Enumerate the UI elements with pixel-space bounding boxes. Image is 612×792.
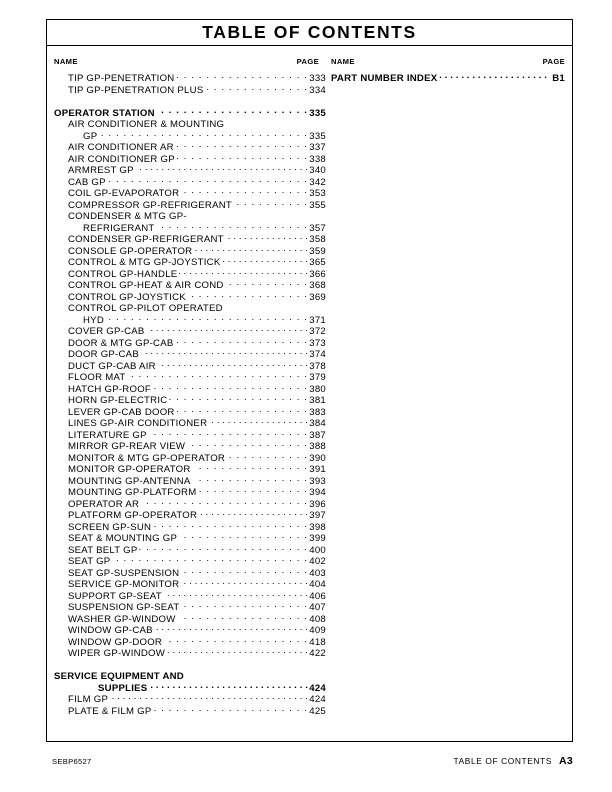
toc-entry[interactable] [54,521,326,533]
toc-entry[interactable] [54,544,326,556]
toc-entry[interactable] [54,670,326,682]
toc-dot-leader [139,544,308,553]
toc-entry-page: 342 [309,176,326,188]
toc-entry[interactable] [54,187,326,199]
toc-dot-leader [136,164,308,173]
toc-dot-leader [188,291,308,300]
toc-entry[interactable] [54,118,326,130]
toc-entry[interactable] [54,498,326,510]
toc-spacer [54,659,326,671]
toc-dot-leader [199,509,308,518]
toc-entry-page: 396 [309,498,326,510]
toc-entry-label: SEAT GP-SUSPENSION [68,567,180,579]
toc-entry[interactable] [54,590,326,602]
toc-entry-label: COMPRESSOR GP-REFRIGERANT [68,199,233,211]
toc-entry[interactable] [54,256,326,268]
toc-dot-leader [110,693,308,702]
toc-entry-page: 400 [309,544,326,556]
toc-entry-page: 390 [309,452,326,464]
toc-entry[interactable] [54,578,326,590]
toc-entry-label: CONDENSER & MTG GP- [68,211,187,222]
toc-entry-label: SEAT & MOUNTING GP [68,533,178,544]
toc-entry-label: SEAT BELT GP [68,544,138,556]
toc-entry[interactable] [54,452,326,464]
column-header-name-left: NAME [54,57,78,66]
toc-entry-page: 335 [309,130,326,142]
toc-dot-leader [181,187,308,196]
toc-entry-label: SUPPLIES [98,682,148,694]
footer-publication-number: SEBP6527 [52,757,92,766]
toc-dot-leader [108,176,308,185]
toc-entry-page: 359 [309,245,326,257]
toc-entry[interactable] [331,72,565,84]
toc-entry-page: 380 [309,383,326,395]
toc-entry[interactable] [54,440,326,452]
toc-entry-label: MOUNTING GP-ANTENNA [68,475,191,487]
footer-page-number: A3 [558,755,573,767]
toc-dot-leader [226,233,308,242]
toc-entry-page: 338 [309,153,326,165]
toc-entry-label: CONTROL GP-PILOT OPERATED [68,303,223,314]
toc-entry[interactable] [54,613,326,625]
toc-entry-page: B1 [552,73,565,84]
toc-entry[interactable] [54,555,326,567]
toc-entry[interactable] [54,291,326,303]
toc-entry-label: CONDENSER GP-REFRIGERANT [68,234,224,245]
toc-entry-page: 335 [309,107,326,119]
toc-entry-label: LEVER GP-CAB DOOR [68,406,175,418]
toc-entry[interactable] [54,153,326,165]
toc-dot-leader [227,452,308,461]
toc-entry-page: 397 [309,510,326,521]
toc-dot-leader [234,199,308,208]
toc-content-frame [46,46,573,742]
toc-entry-label: COIL GP-EVAPORATOR [68,188,180,199]
toc-entry[interactable] [54,302,326,314]
toc-entry-label: WASHER GP-WINDOW [68,613,176,625]
toc-entry[interactable] [54,463,326,475]
toc-dot-leader [157,107,308,116]
toc-entry-page: 394 [309,487,326,498]
toc-entry-page: 408 [309,613,326,625]
toc-entry[interactable] [54,406,326,418]
toc-entry-page: 365 [309,257,326,268]
toc-dot-leader [198,486,308,495]
toc-entry-page: 366 [309,268,326,280]
toc-entry-label: DOOR & MTG GP-CAB [68,337,174,349]
toc-entry-label: SUSPENSION GP-SEAT [68,602,180,613]
toc-dot-leader [176,141,308,150]
toc-dot-leader [187,440,308,449]
toc-dot-leader [222,256,308,265]
toc-dot-leader [164,636,308,645]
toc-entry[interactable] [54,636,326,648]
toc-entry-label: MONITOR & MTG GP-OPERATOR [68,452,226,464]
toc-dot-leader [164,590,308,599]
toc-dot-leader [167,647,308,656]
toc-dot-leader [225,302,308,311]
toc-entry-page: 379 [309,372,326,383]
toc-entry-label: GP [83,130,98,142]
toc-dot-leader [179,532,308,541]
toc-dot-leader [209,417,308,426]
toc-entry-label: SCREEN GP-SUN [68,521,152,533]
toc-entry-label: LINES GP-AIR CONDITIONER [68,418,208,429]
toc-entry[interactable] [54,394,326,406]
toc-entry-page: 418 [309,636,326,648]
toc-entry[interactable] [54,72,326,84]
toc-entry[interactable] [54,705,326,717]
toc-dot-leader [181,601,308,610]
page-title: TABLE OF CONTENTS [202,21,417,42]
toc-spacer [54,95,326,107]
toc-entry-label: FLOOR MAT [68,372,126,383]
toc-entry[interactable] [54,279,326,291]
toc-entry-label: AIR CONDITIONER AR [68,142,174,153]
toc-column-right [331,72,565,84]
toc-entry-page: 353 [309,188,326,199]
toc-entry-page: 333 [309,73,326,84]
toc-entry-label: CONTROL & MTG GP-JOYSTICK [68,257,221,268]
toc-dot-leader [186,670,308,679]
title-box [46,19,573,46]
toc-entry-label: CONTROL GP-HANDLE [68,268,178,280]
toc-entry[interactable] [54,486,326,498]
toc-entry-label: OPERATOR STATION [54,107,155,119]
toc-entry-page: 391 [309,464,326,475]
toc-entry-page: 388 [309,441,326,452]
toc-entry[interactable] [54,325,326,337]
toc-entry[interactable] [54,475,326,487]
toc-dot-leader [169,394,308,403]
toc-dot-leader [141,348,308,357]
toc-dot-leader [157,222,308,231]
toc-dot-leader [149,682,308,691]
toc-entry[interactable] [54,693,326,705]
toc-entry[interactable] [54,601,326,613]
toc-entry-label: SUPPORT GP-SEAT [68,590,162,602]
toc-entry-label: CONSOLE GP-OPERATOR [68,245,193,257]
toc-entry-label: ARMREST GP [68,165,134,176]
column-header-page-left: PAGE [296,57,319,66]
toc-entry-page: 407 [309,602,326,613]
toc-entry-page: 358 [309,234,326,245]
toc-entry-page: 403 [309,567,326,579]
toc-entry-page: 387 [309,429,326,441]
toc-dot-leader [226,279,308,288]
toc-entry-page: 393 [309,475,326,487]
toc-dot-leader [177,153,308,162]
toc-entry-label: AIR CONDITIONER & MOUNTING [68,119,225,130]
toc-entry-page: 406 [309,590,326,602]
toc-entry-label: REFRIGERANT [83,222,155,234]
toc-dot-leader [141,498,308,507]
toc-entry[interactable] [54,233,326,245]
toc-dot-leader [153,521,308,530]
toc-entry[interactable] [54,314,326,326]
toc-entry[interactable] [54,210,326,222]
toc-entry-label: WINDOW GP-CAB [68,625,153,636]
toc-entry-label: PLATFORM GP-OPERATOR [68,510,198,521]
toc-entry-label: AIR CONDITIONER GP [68,153,175,165]
toc-entry[interactable] [54,107,326,119]
toc-entry-page: 371 [309,314,326,326]
toc-entry-label: DOOR GP-CAB [68,349,139,360]
toc-entry-page: 383 [309,406,326,418]
toc-entry-label: PART NUMBER INDEX [331,73,438,84]
toc-entry[interactable] [54,337,326,349]
toc-entry[interactable] [54,383,326,395]
toc-entry[interactable] [54,567,326,579]
toc-entry-label: CONTROL GP-JOYSTICK [68,291,186,303]
toc-entry[interactable] [54,682,326,694]
toc-entry-label: MIRROR GP-REAR VIEW [68,441,186,452]
toc-entry-page: 355 [309,199,326,211]
toc-entry[interactable] [54,348,326,360]
toc-entry-label: COVER GP-CAB [68,326,145,337]
toc-entry-page: 425 [309,705,326,717]
toc-dot-leader [99,130,308,139]
toc-entry-page: 340 [309,165,326,176]
toc-dot-leader [179,268,308,277]
toc-dot-leader [147,325,308,334]
toc-entry-label: SEAT GP [68,556,111,567]
toc-entry-page: 374 [309,349,326,360]
toc-entry[interactable] [54,222,326,234]
toc-entry[interactable] [54,624,326,636]
toc-dot-leader [149,429,308,438]
toc-entry-label: SERVICE EQUIPMENT AND [54,671,184,682]
toc-entry-page: 372 [309,326,326,337]
toc-dot-leader [177,406,308,415]
toc-dot-leader [194,245,308,254]
toc-entry[interactable] [54,164,326,176]
toc-dot-leader [193,463,308,472]
toc-entry-label: WINDOW GP-DOOR [68,636,163,648]
toc-entry-page: 378 [309,360,326,372]
column-header-name-right: NAME [331,57,355,66]
toc-entry[interactable] [54,176,326,188]
toc-dot-leader [439,72,547,81]
toc-entry[interactable] [54,130,326,142]
toc-entry-page: 381 [309,395,326,406]
toc-dot-leader [181,578,308,587]
toc-entry-label: CAB GP [68,176,106,188]
toc-entry-label: MONITOR GP-OPERATOR [68,464,191,475]
toc-entry-label: OPERATOR AR [68,498,140,510]
toc-entry-label: TIP GP-PENETRATION [68,73,175,84]
toc-entry-page: 384 [309,418,326,429]
toc-entry[interactable] [54,417,326,429]
toc-entry-label: HYD [83,314,105,326]
toc-dot-leader [155,624,308,633]
toc-entry[interactable] [54,84,326,96]
toc-dot-leader [177,72,309,81]
toc-entry-page: 373 [309,337,326,349]
column-header-page-right: PAGE [542,57,565,66]
toc-entry-label: TIP GP-PENETRATION PLUS [68,84,204,96]
toc-entry[interactable] [54,371,326,383]
toc-entry-page: 399 [309,533,326,544]
toc-entry-label: LITERATURE GP [68,429,147,441]
toc-entry-label: CONTROL GP-HEAT & AIR COND [68,280,224,291]
toc-entry-page: 334 [309,84,326,96]
toc-entry-page: 424 [309,682,326,694]
toc-dot-leader [153,383,308,392]
toc-entry[interactable] [54,360,326,372]
toc-entry[interactable] [54,268,326,280]
toc-entry[interactable] [54,429,326,441]
toc-entry-label: SERVICE GP-MONITOR [68,579,180,590]
toc-entry-page: 357 [309,222,326,234]
toc-entry-page: 398 [309,521,326,533]
toc-entry-page: 422 [309,648,326,659]
toc-entry-label: HORN GP-ELECTRIC [68,395,168,406]
toc-dot-leader [226,118,308,127]
toc-column-left [54,72,326,716]
footer-section-label: TABLE OF CONTENTS [453,756,552,766]
toc-entry[interactable] [54,532,326,544]
toc-entry-page: 424 [309,694,326,705]
toc-entry[interactable] [54,647,326,659]
toc-dot-leader [158,360,308,369]
toc-dot-leader [181,567,308,576]
toc-entry-page: 368 [309,280,326,291]
toc-entry-label: FILM GP [68,694,109,705]
toc-dot-leader [176,337,308,346]
toc-dot-leader [205,84,308,93]
toc-entry-page: 409 [309,625,326,636]
toc-entry-label: WIPER GP-WINDOW [68,648,166,659]
toc-dot-leader [189,210,308,219]
toc-dot-leader [106,314,308,323]
toc-dot-leader [154,705,308,714]
toc-entry-label: PLATE & FILM GP [68,705,152,717]
toc-dot-leader [193,475,308,484]
toc-dot-leader [178,613,308,622]
toc-entry[interactable] [54,199,326,211]
toc-entry-label: HATCH GP-ROOF [68,383,152,395]
toc-entry-label: DUCT GP-CAB AIR [68,360,156,372]
toc-entry-page: 369 [309,291,326,303]
toc-dot-leader [112,555,308,564]
toc-dot-leader [128,371,308,380]
footer-right [454,755,574,767]
toc-entry-page: 402 [309,556,326,567]
toc-entry[interactable] [54,141,326,153]
toc-entry-page: 337 [309,142,326,153]
toc-entry[interactable] [54,245,326,257]
toc-entry-label: MOUNTING GP-PLATFORM [68,487,197,498]
toc-entry-page: 404 [309,579,326,590]
toc-entry[interactable] [54,509,326,521]
